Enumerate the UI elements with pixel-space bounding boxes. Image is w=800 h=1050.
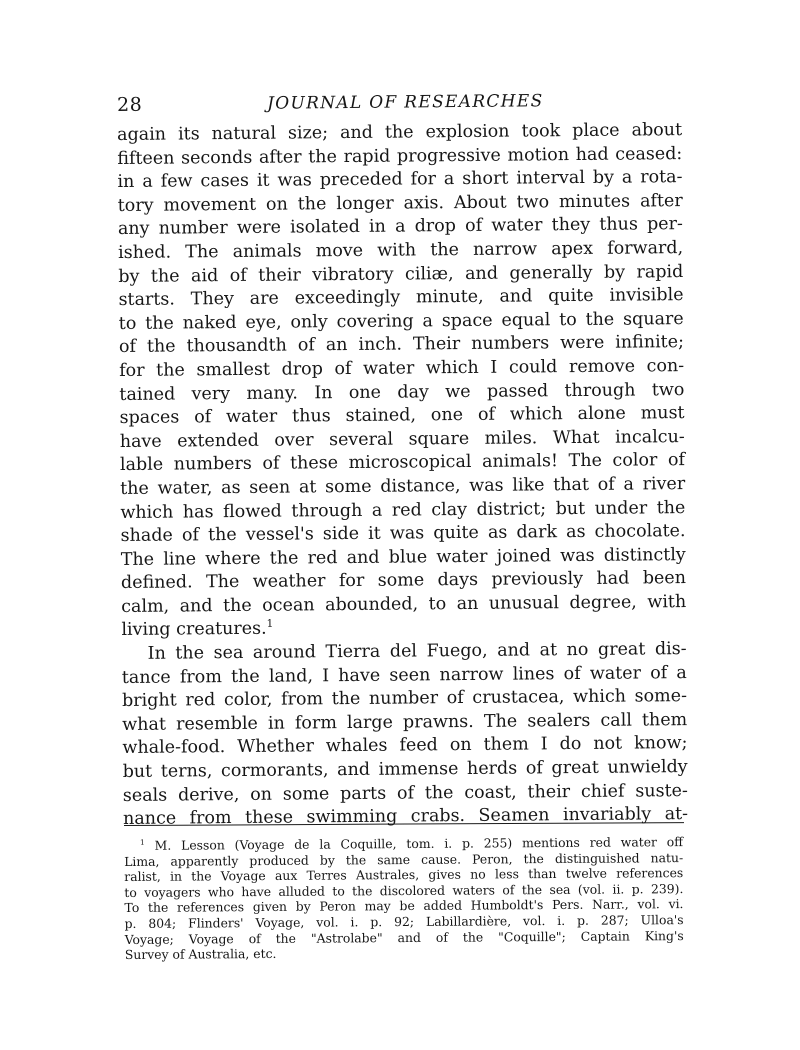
footnote-line: ralist, in the Voyage aux Terres Australes, gives no less than twelve references [124, 865, 684, 885]
footnote-line: Lima, apparently produced by the same cause. Peron, the distinguished natu- [124, 849, 684, 869]
text-line: seals derive, on some parts of the coast, their chief suste- [122, 780, 688, 806]
text-line: calm, and the ocean abounded, to an unusual degree, with [121, 591, 687, 617]
footnote [124, 834, 684, 963]
text-line: fifteen seconds after the rapid progressive motion had ceased: [117, 143, 683, 169]
running-head: JOURNAL OF RESEARCHES [267, 91, 544, 114]
text-line: In the sea around Tierra del Fuego, and at no great dis- [147, 639, 687, 664]
page-number: 28 [117, 93, 143, 116]
footnote-line: Voyage; Voyage of the "Astrolabe" and of the "Coquille"; Captain King's [124, 927, 684, 947]
text-line: tance from the land, I have seen narrow lines of water of a [121, 662, 687, 688]
text-line: in a few cases it was preceded for a short interval by a rota- [117, 167, 683, 193]
text-line: any number were isolated in a drop of water they thus per- [117, 214, 683, 240]
footnote-line: To the references given by Peron may be added Humboldt's Pers. Narr., vol. vi. [124, 896, 684, 916]
page-header [117, 89, 682, 124]
text-line: ished. The animals move with the narrow apex forward, [118, 238, 684, 263]
text-line: starts. They are exceedingly minute, and quite invisible [118, 285, 684, 311]
footnote-line-content: M. Lesson (Voyage de la Coquille, tom. i. p. 255) mentions red water off [154, 834, 684, 853]
text-line: of the thousandth of an inch. Their numbers were infinite; [118, 332, 685, 358]
footnote-line: p. 804; Flinders' Voyage, vol. i. p. 92; Labillardière, vol. i. p. 287; Ulloa's [124, 912, 684, 931]
text-line: again its natural size; and the explosion took place about [117, 120, 683, 145]
footnote-ref[interactable]: 1 [266, 618, 274, 631]
text-line-content: living creatures. [121, 619, 267, 641]
text-line: nance from these swimming crabs. Seamen invariably at- [122, 804, 689, 830]
text-line: have extended over several square miles. What incalcu- [119, 426, 685, 452]
text-line: tained very many. In one day we passed through two [119, 379, 685, 405]
text-line: shade of the vessel's side it was quite as dark as chocolate. [120, 521, 686, 547]
text-line: bright red color, from the number of crustacea, which some- [121, 686, 688, 712]
footnote-line: to voyagers who have alluded to the discolored waters of the sea (vol. ii. p. 239). [124, 880, 684, 900]
text-line: lable numbers of these microscopical animals! The color of [119, 450, 686, 476]
text-line: what resemble in form large prawns. The sealers call them [122, 709, 688, 735]
footnote-marker: 1 [139, 837, 145, 847]
text-line: to the naked eye, only covering a space equal to the square [118, 308, 684, 334]
footnote-line: Survey of Australia, etc. [124, 946, 277, 963]
text-line: whale-food. Whether whales feed on them I do not know; [122, 733, 688, 759]
text-line: for the smallest drop of water which I could remove con- [119, 355, 685, 381]
text-line: The line where the red and blue water joined was distinctly [120, 544, 686, 570]
text-line: spaces of water thus stained, one of which alone must [119, 403, 685, 429]
body-text [117, 119, 688, 832]
text-line: the water, as seen at some distance, was like that of a river [120, 473, 686, 499]
text-line: but terns, cormorants, and immense herds of great unwieldy [122, 757, 688, 783]
text-line: by the aid of their vibratory ciliæ, and generally by rapid [118, 261, 684, 287]
text-line: tory movement on the longer axis. About two minutes after [117, 190, 683, 216]
text-line: defined. The weather for some days previously had been [120, 568, 687, 594]
text-line: which has flowed through a red clay district; but under the [120, 497, 686, 523]
